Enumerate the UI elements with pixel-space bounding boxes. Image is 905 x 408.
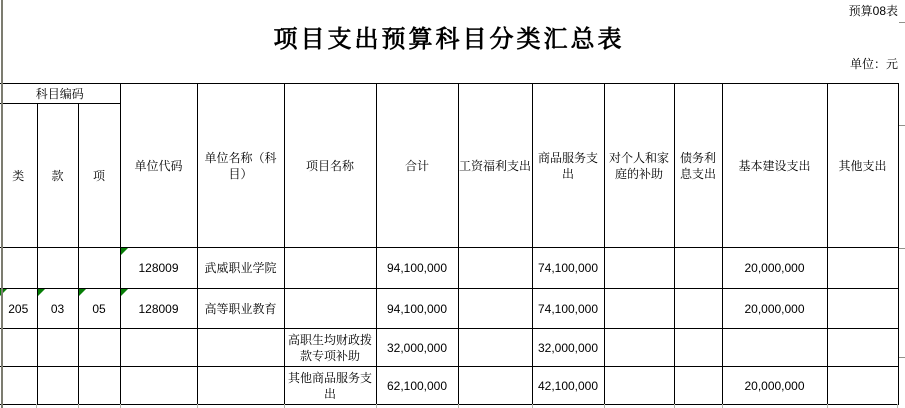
individual-family-cell[interactable] [604, 367, 674, 405]
text-format-indicator-icon [121, 248, 128, 255]
sub-item-cell[interactable] [78, 329, 120, 367]
header-item[interactable]: 款 [37, 104, 78, 248]
capital-construction-cell[interactable] [722, 329, 827, 367]
unit-name-cell[interactable]: 武威职业学院 [197, 248, 284, 289]
row-gridline-dash [899, 125, 905, 126]
individual-family-cell[interactable] [604, 289, 674, 329]
category-cell[interactable] [0, 367, 37, 405]
project-name-cell[interactable]: 其他商品服务支出 [284, 367, 376, 405]
total-cell[interactable]: 32,000,000 [376, 329, 458, 367]
capital-construction-cell[interactable]: 20,000,000 [722, 248, 827, 289]
category-cell[interactable]: 205 [0, 289, 37, 329]
project-name-cell[interactable] [284, 289, 376, 329]
individual-family-cell[interactable] [604, 329, 674, 367]
table-row [0, 289, 898, 329]
header-unit-name[interactable]: 单位名称（科目） [197, 84, 284, 248]
total-cell[interactable]: 62,100,000 [376, 367, 458, 405]
table-row [0, 329, 898, 367]
item-cell[interactable]: 03 [37, 289, 78, 329]
header-unit-code[interactable]: 单位代码 [120, 84, 197, 248]
unit-label: 单位：元 [849, 57, 898, 71]
header-goods-services[interactable]: 商品服务支出 [532, 84, 604, 248]
unit-code-cell[interactable]: 128009 [120, 248, 197, 289]
category-cell[interactable] [0, 329, 37, 367]
row-gridline-dash [899, 22, 905, 23]
project-name-cell[interactable] [284, 248, 376, 289]
gridline-stubs [0, 404, 899, 408]
salary-welfare-cell[interactable] [458, 289, 532, 329]
unit-name-cell[interactable] [197, 367, 284, 405]
salary-welfare-cell[interactable] [458, 367, 532, 405]
debt-interest-cell[interactable] [674, 248, 722, 289]
header-project-name[interactable]: 项目名称 [284, 84, 376, 248]
text-format-indicator-icon [121, 289, 128, 296]
text-format-indicator-icon [79, 289, 86, 296]
project-name-cell[interactable]: 高职生均财政拨款专项补助 [284, 329, 376, 367]
text-format-indicator-icon [38, 289, 45, 296]
goods-services-cell[interactable]: 74,100,000 [532, 289, 604, 329]
header-category[interactable]: 类 [0, 104, 37, 248]
individual-family-cell[interactable] [604, 248, 674, 289]
other-cell[interactable] [827, 329, 898, 367]
item-cell[interactable] [37, 248, 78, 289]
other-cell[interactable] [827, 248, 898, 289]
category-cell[interactable] [0, 248, 37, 289]
item-cell[interactable] [37, 329, 78, 367]
capital-construction-cell[interactable]: 20,000,000 [722, 289, 827, 329]
header-debt-interest[interactable]: 债务利息支出 [674, 84, 722, 248]
unit-code-cell[interactable]: 128009 [120, 289, 197, 329]
header-individual-family[interactable]: 对个人和家庭的补助 [604, 84, 674, 248]
unit-name-cell[interactable]: 高等职业教育 [197, 289, 284, 329]
header-other[interactable]: 其他支出 [827, 84, 898, 248]
goods-services-cell[interactable]: 32,000,000 [532, 329, 604, 367]
row-gridline-dash [899, 248, 905, 249]
sub-item-cell[interactable] [78, 367, 120, 405]
header-capital-construction[interactable]: 基本建设支出 [722, 84, 827, 248]
goods-services-cell[interactable]: 74,100,000 [532, 248, 604, 289]
other-cell[interactable] [827, 367, 898, 405]
total-cell[interactable]: 94,100,000 [376, 289, 458, 329]
sheet-edge-gridline [1, 0, 3, 408]
total-cell[interactable]: 94,100,000 [376, 248, 458, 289]
item-cell[interactable] [37, 367, 78, 405]
debt-interest-cell[interactable] [674, 329, 722, 367]
header-subject-code-group[interactable]: 科目编码 [0, 84, 120, 104]
table-row [0, 367, 898, 405]
sub-item-cell[interactable]: 05 [78, 289, 120, 329]
header-total[interactable]: 合计 [376, 84, 458, 248]
header-salary-welfare[interactable]: 工资福利支出 [458, 84, 532, 248]
form-number-label: 预算08表 [848, 4, 898, 18]
salary-welfare-cell[interactable] [458, 329, 532, 367]
debt-interest-cell[interactable] [674, 367, 722, 405]
sub-item-cell[interactable] [78, 248, 120, 289]
debt-interest-cell[interactable] [674, 289, 722, 329]
capital-construction-cell[interactable]: 20,000,000 [722, 367, 827, 405]
unit-name-cell[interactable] [197, 329, 284, 367]
unit-code-cell[interactable] [120, 329, 197, 367]
header-sub-item[interactable]: 项 [78, 104, 120, 248]
other-cell[interactable] [827, 289, 898, 329]
budget-summary-table [0, 83, 899, 405]
table-row [0, 248, 898, 289]
goods-services-cell[interactable]: 42,100,000 [532, 367, 604, 405]
row-gridline-dash [899, 357, 905, 358]
unit-code-cell[interactable] [120, 367, 197, 405]
page-title: 项目支出预算科目分类汇总表 [273, 27, 625, 53]
salary-welfare-cell[interactable] [458, 248, 532, 289]
